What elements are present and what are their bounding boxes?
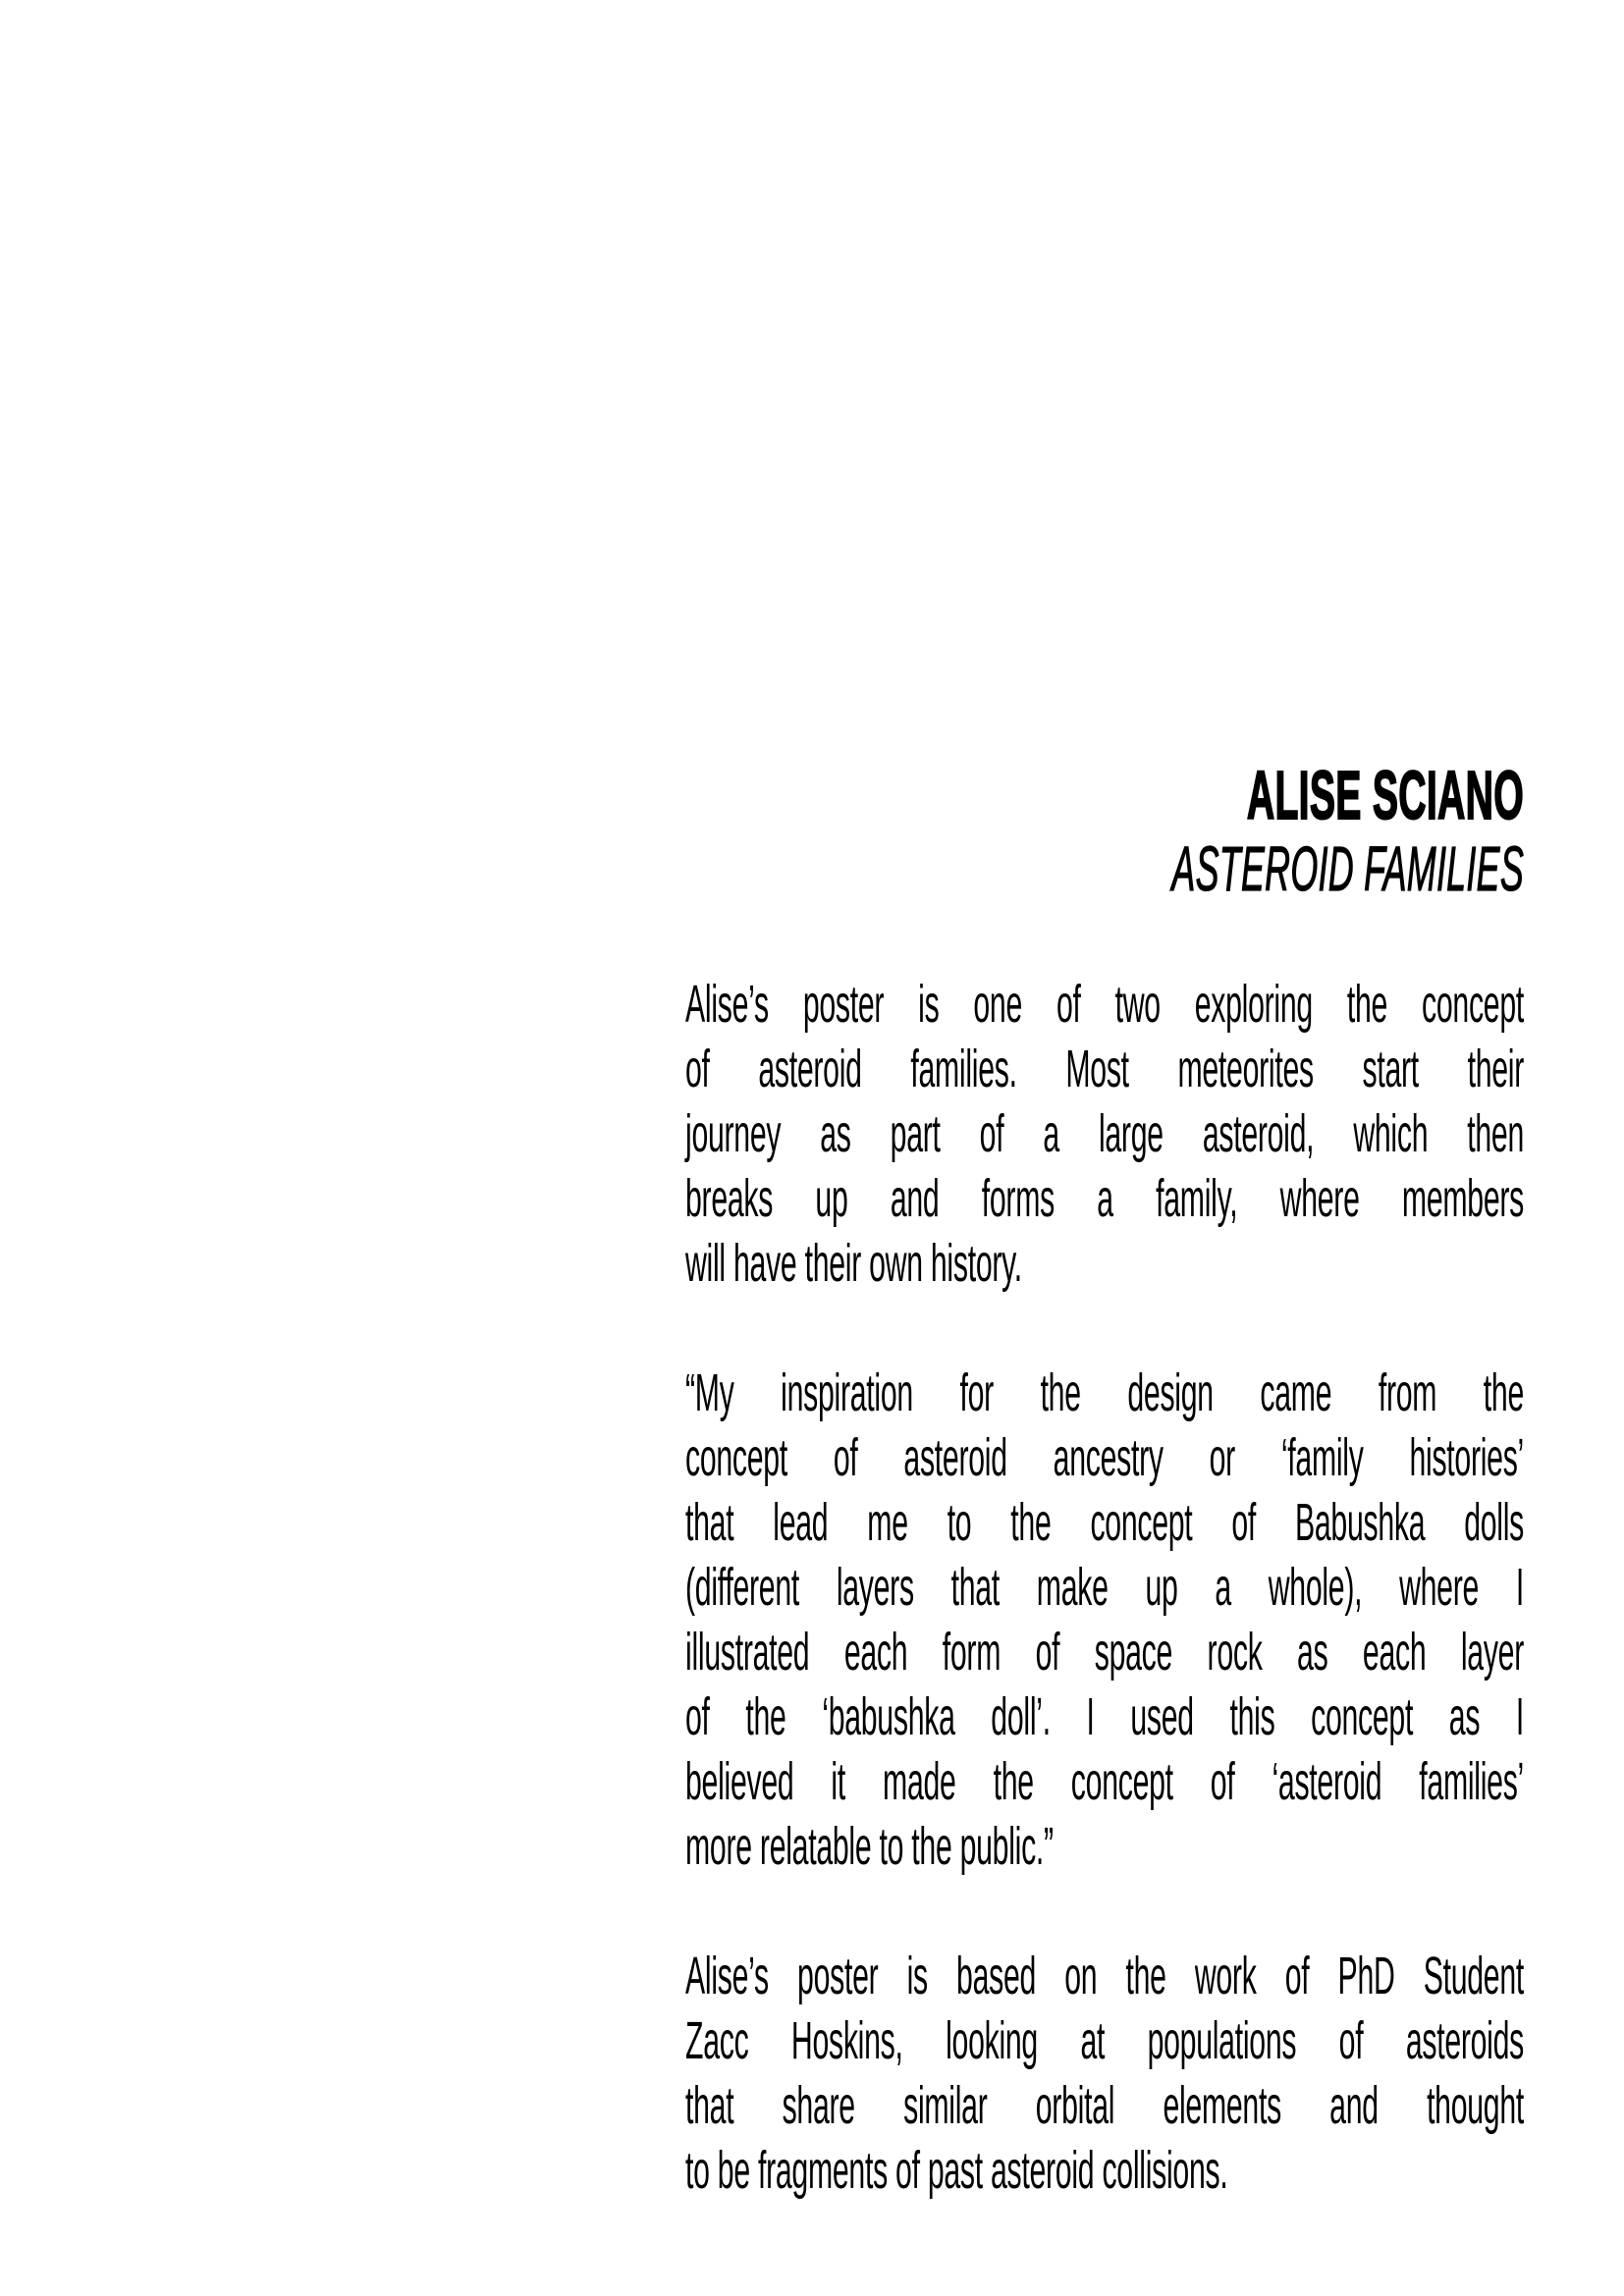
text-line: “My inspiration for the design came from the xyxy=(685,1363,1524,1422)
article xyxy=(685,758,1524,2203)
text-line: concept of asteroid ancestry or ‘family histories’ xyxy=(685,1428,1524,1487)
text-line: journey as part of a large asteroid, which then xyxy=(685,1104,1524,1163)
text-line: breaks up and forms a family, where members xyxy=(685,1169,1524,1228)
text-line: illustrated each form of space rock as each layer xyxy=(685,1623,1524,1682)
paragraph xyxy=(685,1944,1524,2203)
text-line: of the ‘babushka doll’. I used this concept as I xyxy=(685,1687,1524,1746)
text-line: to be fragments of past asteroid collisions. xyxy=(685,2141,1228,2200)
text-line: that share similar orbital elements and thought xyxy=(685,2076,1524,2135)
text-line: of asteroid families. Most meteorites start their xyxy=(685,1040,1524,1098)
text-line: Zacc Hoskins, looking at populations of asteroids xyxy=(685,2011,1524,2070)
text-line: (different layers that make up a whole), where I xyxy=(685,1558,1524,1617)
text-line: Alise’s poster is one of two exploring the concept xyxy=(685,975,1524,1034)
text-line: that lead me to the concept of Babushka dolls xyxy=(685,1493,1524,1552)
paragraph xyxy=(685,972,1524,1296)
paragraph xyxy=(685,1361,1524,1879)
poster-subtitle: ASTEROID FAMILIES xyxy=(1171,833,1524,904)
text-line: more relatable to the public.” xyxy=(685,1817,1054,1876)
page-title: ALISE SCIANO xyxy=(1246,757,1524,833)
text-line: believed it made the concept of ‘asteroid families’ xyxy=(685,1752,1524,1811)
article-body xyxy=(685,972,1524,2203)
text-line: will have their own history. xyxy=(685,1234,1022,1293)
text-line: Alise’s poster is based on the work of PhD Student xyxy=(685,1947,1524,2005)
